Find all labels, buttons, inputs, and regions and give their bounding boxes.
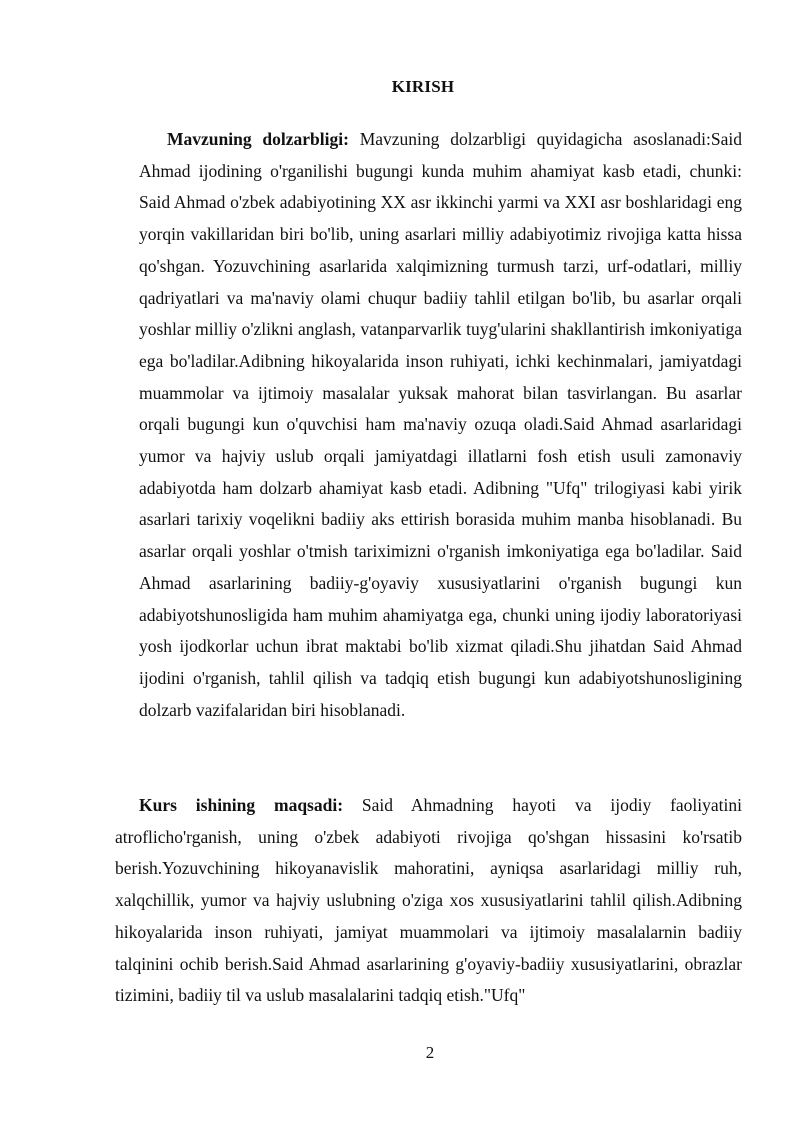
paragraph-body: Mavzuning dolzarbligi quyidagicha asoslanadi:Said Ahmad ijodining o'rganilishi bugungi kunda muhim ahamiyat kasb etadi, chunki: Said Ahmad o'zbek adabiyotining XX asr ikkinchi yarmi va XXI asr boshlaridagi eng yorqin vakillaridan biri bo'lib, uning asarlari milliy adabiyotimiz rivojiga katta hissa qo'shgan. Yozuvchining asarlarida xalqimizning turmush tarzi, urf-odatlari, milliy qadriyatlari va ma'naviy olami chuqur badiiy tahlil etilgan bo'lib, bu asarlar orqali yoshlar milliy o'zlikni anglash, vatanparvarlik tuyg'ularini shakllantirish imkoniyatiga ega bo'ladilar.Adibning hikoyalarida inson ruhiyati, ichki kechinmalari, jamiyatdagi muammolar va ijtimoiy masalalar yuksak mahorat bilan tasvirlangan. Bu asarlar orqali bugungi kun o'quvchisi ham ma'naviy ozuqa oladi.Said Ahmad asarlaridagi yumor va hajviy uslub orqali jamiyatdagi illatlarni fosh etish usuli zamonaviy adabiyotda ham dolzarb ahamiyat kasb etadi. Adibning "Ufq" trilogiyasi kabi yirik asarlari tarixiy voqelikni badiiy aks ettirish borasida muhim manba hisoblanadi. Bu asarlar orqali yoshlar o'tmish tariximizni o'rganish imkoniyatiga ega bo'ladilar. Said Ahmad asarlarining badiiy-g'oyaviy xususiyatlarini o'rganish bugungi kun adabiyotshunosligida ham muhim ahamiyatga ega, chunki uning ijodiy laboratoriyasi yosh ijodkorlar uchun ibrat maktabi bo'lib xizmat qiladi.Shu jihatdan Said Ahmad ijodini o'rganish, tahlil qilish va tadqiq etish bugungi kun adabiyotshunosligining dolzarb vazifalaridan biri hisoblanadi. [139,129,742,720]
paragraph-goal [115,790,742,1012]
paragraph-lead: Mavzuning dolzarbligi: [167,129,349,149]
paragraph-body: Said Ahmadning hayoti va ijodiy faoliyatini atroflicho'rganish, uning o'zbek adabiyoti rivojiga qo'shgan hissasini ko'rsatib berish.Yozuvchining hikoyanavislik mahoratini, ayniqsa asarlaridagi milliy ruh, xalqchillik, yumor va hajviy uslubning o'ziga xos xususiyatlarini tahlil qilish.Adibning hikoyalarida inson ruhiyati, jamiyat muammolari va ijtimoiy masalalarnin badiiy talqinini ochib berish.Said Ahmad asarlarining g'oyaviy-badiiy xususiyatlarini, obrazlar tizimini, badiiy til va uslub masalalarini tadqiq etish."Ufq" [115,795,743,1006]
paragraph-relevance [139,124,742,726]
page-number: 2 [425,1043,435,1062]
page-title: KIRISH [391,77,455,96]
paragraph-lead: Kurs ishining maqsadi: [139,795,344,815]
